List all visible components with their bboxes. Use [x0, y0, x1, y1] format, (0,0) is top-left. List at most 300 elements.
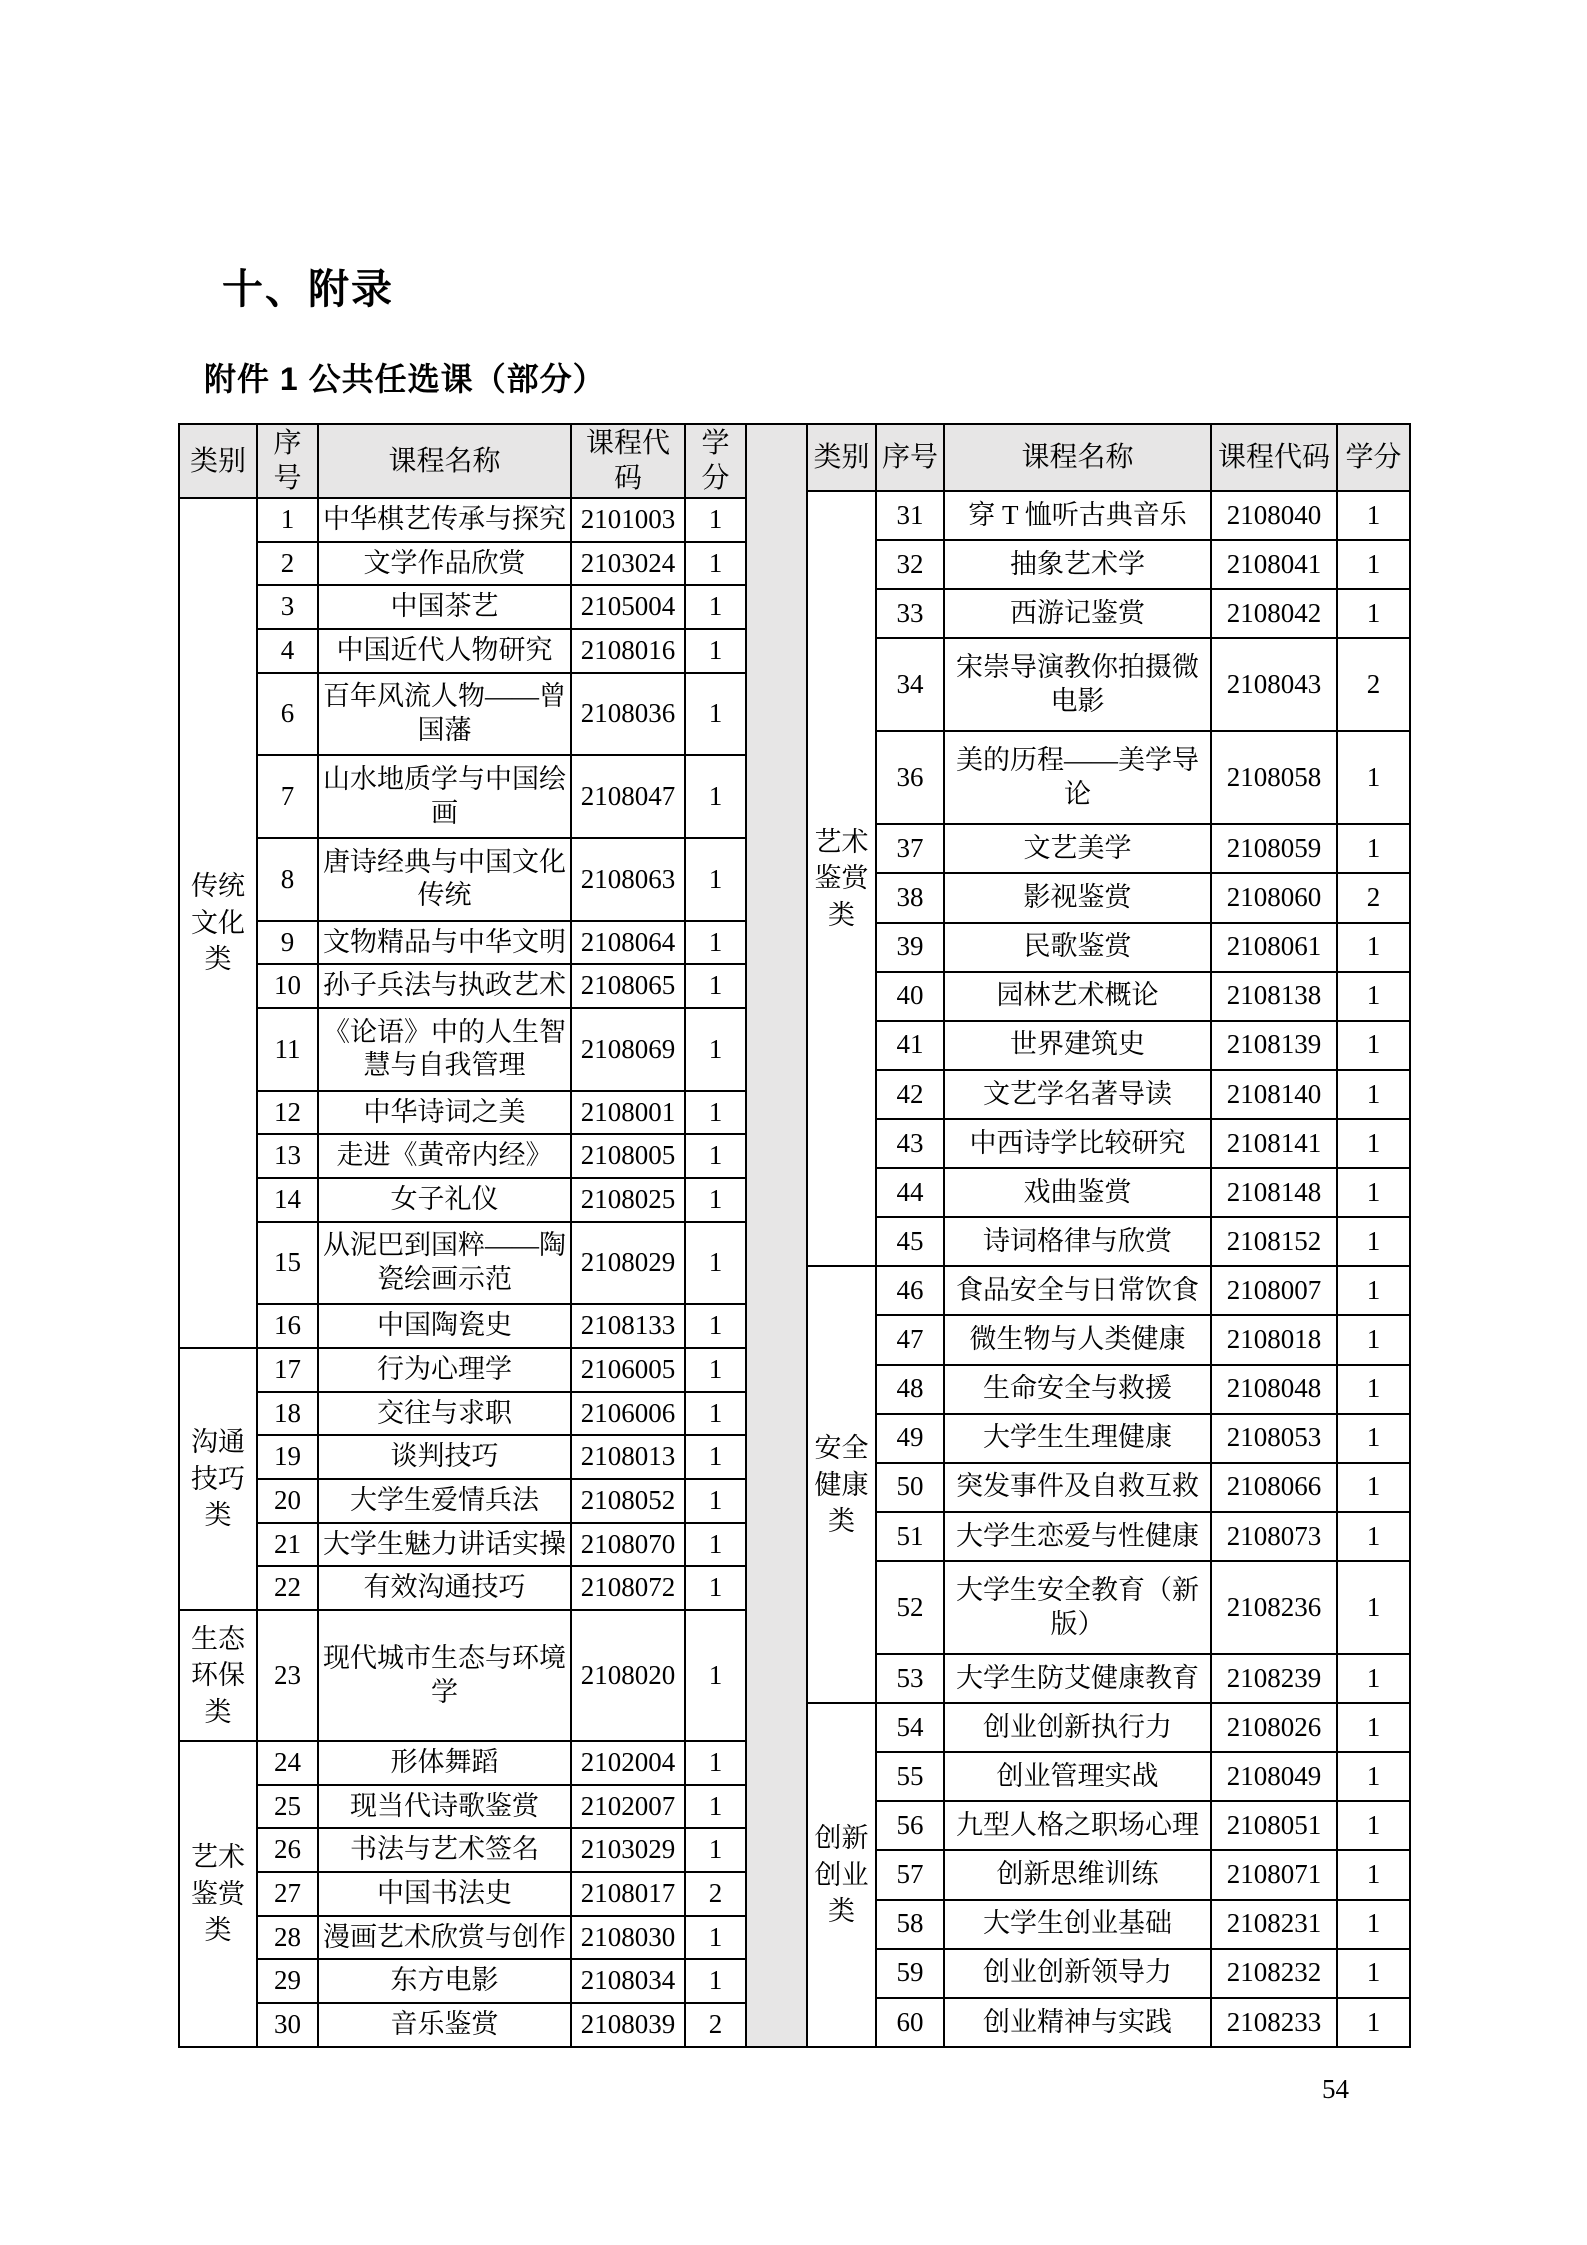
serial-cell: 19: [257, 1435, 318, 1479]
course-code-cell: 2108073: [1211, 1512, 1337, 1561]
course-name-cell: 孙子兵法与执政艺术: [318, 964, 571, 1008]
course-code-cell: 2103029: [571, 1828, 685, 1872]
serial-cell: 55: [876, 1752, 944, 1801]
course-name-cell: 书法与艺术签名: [318, 1828, 571, 1872]
table-row: [179, 838, 746, 921]
credit-cell: 1: [685, 1741, 746, 1785]
credit-cell: 1: [685, 629, 746, 673]
course-name-cell: 抽象艺术学: [944, 540, 1211, 589]
serial-cell: 4: [257, 629, 318, 673]
course-name-cell: 创业创新领导力: [944, 1949, 1211, 1998]
course-name-cell: 创业创新执行力: [944, 1703, 1211, 1752]
table-row: [807, 638, 1410, 731]
table-row: [807, 731, 1410, 824]
course-name-cell: 漫画艺术欣赏与创作: [318, 1916, 571, 1960]
serial-cell: 24: [257, 1741, 318, 1785]
header-cell-3: 课程代码: [571, 424, 685, 498]
course-code-cell: 2108059: [1211, 824, 1337, 873]
serial-cell: 12: [257, 1091, 318, 1135]
course-name-cell: 东方电影: [318, 1959, 571, 2003]
serial-cell: 15: [257, 1222, 318, 1305]
course-code-cell: 2105004: [571, 585, 685, 629]
table-row: [807, 1998, 1410, 2047]
serial-cell: 26: [257, 1828, 318, 1872]
course-code-cell: 2108042: [1211, 589, 1337, 638]
table-separator-band: [747, 423, 806, 2048]
course-code-cell: 2108040: [1211, 491, 1337, 540]
course-code-cell: 2108071: [1211, 1850, 1337, 1899]
serial-cell: 52: [876, 1561, 944, 1654]
credit-cell: 1: [1337, 1801, 1410, 1850]
serial-cell: 23: [257, 1610, 318, 1741]
course-code-cell: 2108016: [571, 629, 685, 673]
course-code-cell: 2108049: [1211, 1752, 1337, 1801]
table-row: [179, 673, 746, 756]
course-code-cell: 2108018: [1211, 1315, 1337, 1364]
course-name-cell: 女子礼仪: [318, 1178, 571, 1222]
course-name-cell: 大学生爱情兵法: [318, 1479, 571, 1523]
course-code-cell: 2102004: [571, 1741, 685, 1785]
course-code-cell: 2108139: [1211, 1021, 1337, 1070]
serial-cell: 47: [876, 1315, 944, 1364]
serial-cell: 11: [257, 1008, 318, 1091]
serial-cell: 53: [876, 1654, 944, 1703]
course-name-cell: 宋崇导演教你拍摄微电影: [944, 638, 1211, 731]
table-row: [179, 1134, 746, 1178]
course-name-cell: 唐诗经典与中国文化传统: [318, 838, 571, 921]
course-code-cell: 2101003: [571, 498, 685, 542]
serial-cell: 17: [257, 1348, 318, 1392]
credit-cell: 1: [1337, 589, 1410, 638]
course-table-right: [806, 423, 1411, 2048]
serial-cell: 1: [257, 498, 318, 542]
course-code-cell: 2108026: [1211, 1703, 1337, 1752]
course-name-cell: 大学生创业基础: [944, 1900, 1211, 1949]
credit-cell: 1: [1337, 491, 1410, 540]
header-cell-4: 学分: [1337, 424, 1410, 491]
serial-cell: 9: [257, 921, 318, 965]
table-row: [807, 1463, 1410, 1512]
serial-cell: 36: [876, 731, 944, 824]
serial-cell: 56: [876, 1801, 944, 1850]
table-row: [179, 629, 746, 673]
table-row: [807, 1414, 1410, 1463]
course-name-cell: 大学生恋爱与性健康: [944, 1512, 1211, 1561]
course-code-cell: 2108236: [1211, 1561, 1337, 1654]
serial-cell: 39: [876, 923, 944, 972]
credit-cell: 1: [685, 1566, 746, 1610]
table-row: [807, 972, 1410, 1021]
header-cell-2: 课程名称: [318, 424, 571, 498]
course-name-cell: 中华棋艺传承与探究: [318, 498, 571, 542]
serial-cell: 18: [257, 1392, 318, 1436]
table-row: [807, 1070, 1410, 1119]
credit-cell: 1: [1337, 1365, 1410, 1414]
serial-cell: 40: [876, 972, 944, 1021]
header-cell-0: 类别: [807, 424, 876, 491]
course-code-cell: 2108239: [1211, 1654, 1337, 1703]
credit-cell: 1: [685, 1523, 746, 1567]
credit-cell: 1: [685, 1091, 746, 1135]
header-cell-1: 序号: [257, 424, 318, 498]
credit-cell: 1: [685, 673, 746, 756]
course-code-cell: 2102007: [571, 1785, 685, 1829]
course-name-cell: 大学生防艾健康教育: [944, 1654, 1211, 1703]
course-name-cell: 园林艺术概论: [944, 972, 1211, 1021]
credit-cell: 1: [1337, 824, 1410, 873]
serial-cell: 60: [876, 1998, 944, 2047]
course-code-cell: 2108233: [1211, 1998, 1337, 2047]
credit-cell: 1: [685, 1134, 746, 1178]
table-row: [179, 1304, 746, 1348]
serial-cell: 48: [876, 1365, 944, 1414]
table-row: [179, 1178, 746, 1222]
credit-cell: 1: [685, 1916, 746, 1960]
table-row: [807, 1021, 1410, 1070]
credit-cell: 1: [685, 1222, 746, 1305]
credit-cell: 1: [1337, 1119, 1410, 1168]
course-code-cell: 2106005: [571, 1348, 685, 1392]
credit-cell: 1: [685, 1178, 746, 1222]
credit-cell: 1: [1337, 1070, 1410, 1119]
serial-cell: 28: [257, 1916, 318, 1960]
course-code-cell: 2108138: [1211, 972, 1337, 1021]
page-number: 54: [1322, 2074, 1349, 2104]
table-row: [179, 1566, 746, 1610]
serial-cell: 25: [257, 1785, 318, 1829]
table-row: [179, 964, 746, 1008]
table-row: [179, 1091, 746, 1135]
credit-cell: 1: [685, 755, 746, 838]
course-name-cell: 食品安全与日常饮食: [944, 1266, 1211, 1315]
course-name-cell: 创业精神与实践: [944, 1998, 1211, 2047]
table-row: [179, 1523, 746, 1567]
serial-cell: 6: [257, 673, 318, 756]
course-code-cell: 2108058: [1211, 731, 1337, 824]
course-code-cell: 2108060: [1211, 873, 1337, 922]
credit-cell: 1: [1337, 1752, 1410, 1801]
serial-cell: 46: [876, 1266, 944, 1315]
header-cell-1: 序号: [876, 424, 944, 491]
course-code-cell: 2108133: [571, 1304, 685, 1348]
serial-cell: 32: [876, 540, 944, 589]
course-name-cell: 中国陶瓷史: [318, 1304, 571, 1348]
credit-cell: 1: [1337, 1168, 1410, 1217]
course-code-cell: 2108051: [1211, 1801, 1337, 1850]
serial-cell: 22: [257, 1566, 318, 1610]
course-code-cell: 2108039: [571, 2003, 685, 2047]
serial-cell: 45: [876, 1217, 944, 1266]
course-name-cell: 中华诗词之美: [318, 1091, 571, 1135]
course-name-cell: 走进《黄帝内经》: [318, 1134, 571, 1178]
course-code-cell: 2108232: [1211, 1949, 1337, 1998]
credit-cell: 1: [685, 585, 746, 629]
course-code-cell: 2108063: [571, 838, 685, 921]
course-code-cell: 2108025: [571, 1178, 685, 1222]
table-row: [807, 923, 1410, 972]
course-code-cell: 2108152: [1211, 1217, 1337, 1266]
credit-cell: 1: [685, 1610, 746, 1741]
credit-cell: 1: [1337, 1414, 1410, 1463]
credit-cell: 1: [1337, 1654, 1410, 1703]
course-name-cell: 生命安全与救援: [944, 1365, 1211, 1414]
serial-cell: 51: [876, 1512, 944, 1561]
serial-cell: 10: [257, 964, 318, 1008]
credit-cell: 1: [1337, 1512, 1410, 1561]
table-row: [807, 1654, 1410, 1703]
course-code-cell: 2108020: [571, 1610, 685, 1741]
serial-cell: 43: [876, 1119, 944, 1168]
course-code-cell: 2108036: [571, 673, 685, 756]
course-code-cell: 2108052: [571, 1479, 685, 1523]
credit-cell: 2: [1337, 873, 1410, 922]
course-name-cell: 戏曲鉴赏: [944, 1168, 1211, 1217]
table-row: [179, 542, 746, 586]
category-cell: 传统文化类: [179, 498, 257, 1348]
table-row: [179, 755, 746, 838]
course-name-cell: 有效沟通技巧: [318, 1566, 571, 1610]
category-cell: 艺术鉴赏类: [179, 1741, 257, 2047]
credit-cell: 2: [685, 2003, 746, 2047]
credit-cell: 1: [685, 1435, 746, 1479]
table-row: [807, 1266, 1410, 1315]
serial-cell: 44: [876, 1168, 944, 1217]
credit-cell: 1: [685, 498, 746, 542]
credit-cell: 1: [1337, 1850, 1410, 1899]
credit-cell: 1: [1337, 1021, 1410, 1070]
table-row: [179, 1828, 746, 1872]
course-name-cell: 民歌鉴赏: [944, 923, 1211, 972]
course-name-cell: 大学生生理健康: [944, 1414, 1211, 1463]
credit-cell: 1: [685, 542, 746, 586]
course-code-cell: 2108065: [571, 964, 685, 1008]
credit-cell: 1: [1337, 1900, 1410, 1949]
course-name-cell: 现代城市生态与环境学: [318, 1610, 571, 1741]
attachment-title: 附件 1 公共任选课（部分）: [204, 361, 606, 397]
course-name-cell: 《论语》中的人生智慧与自我管理: [318, 1008, 571, 1091]
serial-cell: 13: [257, 1134, 318, 1178]
table-row: [179, 1741, 746, 1785]
header-row: [807, 424, 1410, 491]
credit-cell: 1: [685, 964, 746, 1008]
course-code-cell: 2108231: [1211, 1900, 1337, 1949]
course-table-left: [178, 423, 747, 2048]
course-code-cell: 2108069: [571, 1008, 685, 1091]
credit-cell: 2: [685, 1872, 746, 1916]
credit-cell: 1: [1337, 1266, 1410, 1315]
table-row: [179, 1008, 746, 1091]
course-name-cell: 诗词格律与欣赏: [944, 1217, 1211, 1266]
credit-cell: 1: [1337, 923, 1410, 972]
table-row: [807, 1315, 1410, 1364]
category-cell: 沟通技巧类: [179, 1348, 257, 1610]
course-code-cell: 2108066: [1211, 1463, 1337, 1512]
course-name-cell: 中西诗学比较研究: [944, 1119, 1211, 1168]
credit-cell: 1: [685, 838, 746, 921]
category-cell: 创新创业类: [807, 1703, 876, 2047]
credit-cell: 1: [1337, 1463, 1410, 1512]
course-name-cell: 现当代诗歌鉴赏: [318, 1785, 571, 1829]
table-row: [179, 1222, 746, 1305]
credit-cell: 1: [685, 921, 746, 965]
table-row: [807, 1168, 1410, 1217]
credit-cell: 1: [685, 1392, 746, 1436]
course-name-cell: 谈判技巧: [318, 1435, 571, 1479]
credit-cell: 1: [685, 1348, 746, 1392]
section-heading: 十、附录: [222, 266, 394, 312]
serial-cell: 14: [257, 1178, 318, 1222]
header-cell-2: 课程名称: [944, 424, 1211, 491]
serial-cell: 37: [876, 824, 944, 873]
course-code-cell: 2108017: [571, 1872, 685, 1916]
course-code-cell: 2108064: [571, 921, 685, 965]
table-row: [807, 1850, 1410, 1899]
course-code-cell: 2108070: [571, 1523, 685, 1567]
serial-cell: 38: [876, 873, 944, 922]
credit-cell: 1: [1337, 1703, 1410, 1752]
course-name-cell: 创业管理实战: [944, 1752, 1211, 1801]
credit-cell: 1: [1337, 1217, 1410, 1266]
course-code-cell: 2108005: [571, 1134, 685, 1178]
credit-cell: 1: [685, 1479, 746, 1523]
course-name-cell: 文物精品与中华文明: [318, 921, 571, 965]
course-name-cell: 影视鉴赏: [944, 873, 1211, 922]
course-name-cell: 中国书法史: [318, 1872, 571, 1916]
course-name-cell: 大学生安全教育（新版）: [944, 1561, 1211, 1654]
serial-cell: 3: [257, 585, 318, 629]
course-code-cell: 2108013: [571, 1435, 685, 1479]
credit-cell: 1: [685, 1959, 746, 2003]
course-tables: [178, 423, 1411, 2048]
header-cell-0: 类别: [179, 424, 257, 498]
table-row: [179, 921, 746, 965]
table-row: [179, 1785, 746, 1829]
serial-cell: 42: [876, 1070, 944, 1119]
course-name-cell: 山水地质学与中国绘画: [318, 755, 571, 838]
credit-cell: 1: [685, 1304, 746, 1348]
course-code-cell: 2108061: [1211, 923, 1337, 972]
table-row: [179, 1610, 746, 1741]
table-row: [179, 2003, 746, 2047]
serial-cell: 59: [876, 1949, 944, 1998]
course-code-cell: 2108047: [571, 755, 685, 838]
credit-cell: 1: [1337, 1998, 1410, 2047]
table-row: [807, 1217, 1410, 1266]
serial-cell: 31: [876, 491, 944, 540]
table-row: [807, 491, 1410, 540]
course-name-cell: 微生物与人类健康: [944, 1315, 1211, 1364]
course-code-cell: 2108007: [1211, 1266, 1337, 1315]
course-name-cell: 美的历程——美学导论: [944, 731, 1211, 824]
serial-cell: 57: [876, 1850, 944, 1899]
course-name-cell: 穿 T 恤听古典音乐: [944, 491, 1211, 540]
credit-cell: 1: [685, 1828, 746, 1872]
serial-cell: 50: [876, 1463, 944, 1512]
table-row: [179, 1479, 746, 1523]
course-code-cell: 2108043: [1211, 638, 1337, 731]
credit-cell: 1: [685, 1008, 746, 1091]
serial-cell: 54: [876, 1703, 944, 1752]
course-name-cell: 百年风流人物——曾国藩: [318, 673, 571, 756]
credit-cell: 1: [1337, 1315, 1410, 1364]
course-code-cell: 2108029: [571, 1222, 685, 1305]
serial-cell: 34: [876, 638, 944, 731]
course-name-cell: 形体舞蹈: [318, 1741, 571, 1785]
course-name-cell: 中国茶艺: [318, 585, 571, 629]
credit-cell: 1: [1337, 1949, 1410, 1998]
course-name-cell: 大学生魅力讲话实操: [318, 1523, 571, 1567]
course-code-cell: 2108034: [571, 1959, 685, 2003]
course-code-cell: 2108041: [1211, 540, 1337, 589]
course-name-cell: 交往与求职: [318, 1392, 571, 1436]
course-name-cell: 创新思维训练: [944, 1850, 1211, 1899]
credit-cell: 2: [1337, 638, 1410, 731]
credit-cell: 1: [1337, 731, 1410, 824]
course-name-cell: 中国近代人物研究: [318, 629, 571, 673]
course-name-cell: 九型人格之职场心理: [944, 1801, 1211, 1850]
course-code-cell: 2108053: [1211, 1414, 1337, 1463]
category-cell: 艺术鉴赏类: [807, 491, 876, 1266]
credit-cell: 1: [685, 1785, 746, 1829]
course-code-cell: 2106006: [571, 1392, 685, 1436]
header-row: [179, 424, 746, 498]
table-row: [179, 1872, 746, 1916]
serial-cell: 33: [876, 589, 944, 638]
table-row: [807, 873, 1410, 922]
course-code-cell: 2108001: [571, 1091, 685, 1135]
course-name-cell: 音乐鉴赏: [318, 2003, 571, 2047]
serial-cell: 41: [876, 1021, 944, 1070]
serial-cell: 30: [257, 2003, 318, 2047]
table-row: [179, 1392, 746, 1436]
credit-cell: 1: [1337, 1561, 1410, 1654]
course-name-cell: 从泥巴到国粹——陶瓷绘画示范: [318, 1222, 571, 1305]
course-code-cell: 2108140: [1211, 1070, 1337, 1119]
table-row: [807, 589, 1410, 638]
course-name-cell: 西游记鉴赏: [944, 589, 1211, 638]
table-row: [807, 1900, 1410, 1949]
course-name-cell: 文艺学名著导读: [944, 1070, 1211, 1119]
table-row: [179, 1916, 746, 1960]
table-row: [807, 1703, 1410, 1752]
course-code-cell: 2108030: [571, 1916, 685, 1960]
table-row: [179, 498, 746, 542]
course-code-cell: 2108072: [571, 1566, 685, 1610]
table-row: [807, 824, 1410, 873]
serial-cell: 2: [257, 542, 318, 586]
category-cell: 安全健康类: [807, 1266, 876, 1703]
header-cell-4: 学分: [685, 424, 746, 498]
course-code-cell: 2108141: [1211, 1119, 1337, 1168]
serial-cell: 27: [257, 1872, 318, 1916]
serial-cell: 8: [257, 838, 318, 921]
serial-cell: 29: [257, 1959, 318, 2003]
table-row: [807, 1512, 1410, 1561]
serial-cell: 21: [257, 1523, 318, 1567]
course-name-cell: 文学作品欣赏: [318, 542, 571, 586]
table-row: [807, 1119, 1410, 1168]
course-code-cell: 2108048: [1211, 1365, 1337, 1414]
course-code-cell: 2108148: [1211, 1168, 1337, 1217]
serial-cell: 16: [257, 1304, 318, 1348]
serial-cell: 7: [257, 755, 318, 838]
table-row: [807, 540, 1410, 589]
serial-cell: 20: [257, 1479, 318, 1523]
course-code-cell: 2103024: [571, 542, 685, 586]
table-row: [179, 1435, 746, 1479]
credit-cell: 1: [1337, 972, 1410, 1021]
serial-cell: 58: [876, 1900, 944, 1949]
